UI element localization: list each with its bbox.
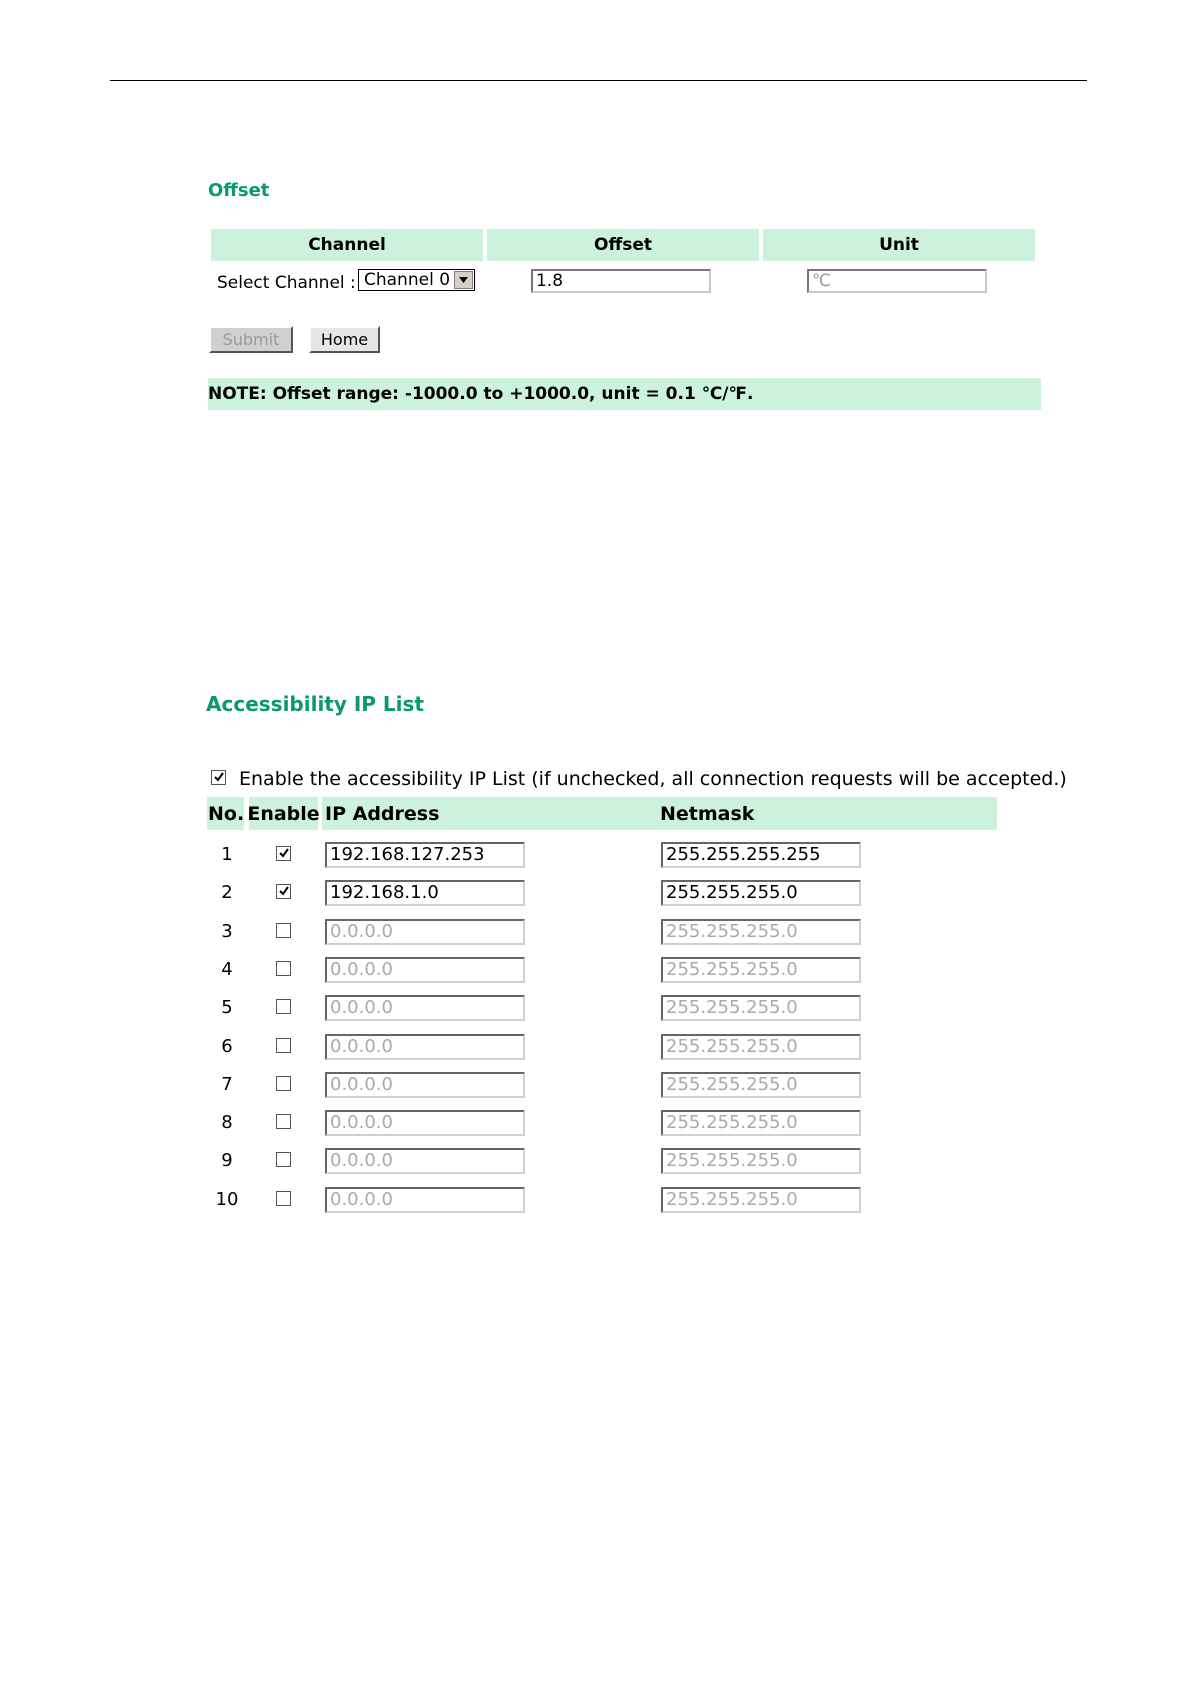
checkmark-icon [278,885,290,897]
accessibility-section-title: Accessibility IP List [206,692,424,716]
row-enable-checkbox[interactable] [276,961,291,976]
row-enable-checkbox[interactable] [276,999,291,1014]
enable-ip-list-label: Enable the accessibility IP List (if unchecked, all connection requests will be accepted.) [239,768,1067,790]
chevron-down-icon[interactable] [454,271,473,289]
row-enable-checkbox[interactable] [276,923,291,938]
row-netmask-input[interactable]: 255.255.255.0 [661,880,861,906]
row-netmask-input[interactable]: 255.255.255.0 [661,957,861,983]
row-ip-address-input[interactable]: 0.0.0.0 [325,995,525,1021]
offset-range-note: NOTE: Offset range: -1000.0 to +1000.0, unit = 0.1 ℃/℉. [208,378,1041,410]
row-number: 7 [221,1074,233,1095]
checkmark-icon [213,771,225,783]
row-ip-address-input[interactable]: 192.168.127.253 [325,842,525,868]
row-enable-checkbox[interactable] [276,1152,291,1167]
offset-section-title: Offset [208,180,270,201]
row-ip-address-input[interactable]: 0.0.0.0 [325,1110,525,1136]
page-top-rule [110,80,1087,81]
row-number: 4 [221,959,233,980]
row-netmask-input[interactable]: 255.255.255.255 [661,842,861,868]
row-netmask-input[interactable]: 255.255.255.0 [661,1072,861,1098]
row-number: 6 [221,1036,233,1057]
row-number: 8 [221,1112,233,1133]
row-enable-checkbox[interactable] [276,1114,291,1129]
checkmark-icon [278,847,290,859]
home-button[interactable]: Home [309,326,380,353]
row-ip-address-input[interactable]: 0.0.0.0 [325,919,525,945]
netmask-column-header: Netmask [657,797,997,830]
row-number: 3 [221,921,233,942]
enable-ip-list-checkbox[interactable] [211,770,226,785]
row-ip-address-input[interactable]: 0.0.0.0 [325,1187,525,1213]
row-enable-checkbox[interactable] [276,1038,291,1053]
unit-field: ℃ [807,269,987,293]
enable-column-header: Enable [249,797,318,830]
channel-select[interactable] [358,269,475,291]
row-enable-checkbox[interactable] [276,1191,291,1206]
ip-address-column-header: IP Address [322,797,658,830]
row-number: 9 [221,1150,233,1171]
row-enable-checkbox[interactable] [276,884,291,899]
unit-column-header: Unit [763,229,1035,261]
row-ip-address-input[interactable]: 0.0.0.0 [325,1148,525,1174]
select-channel-label: Select Channel : [217,273,356,293]
row-netmask-input[interactable]: 255.255.255.0 [661,1148,861,1174]
row-ip-address-input[interactable]: 192.168.1.0 [325,880,525,906]
row-ip-address-input[interactable]: 0.0.0.0 [325,957,525,983]
channel-column-header: Channel [211,229,483,261]
row-number: 1 [221,844,233,865]
no-column-header: No. [207,797,244,830]
offset-column-header: Offset [487,229,759,261]
row-ip-address-input[interactable]: 0.0.0.0 [325,1034,525,1060]
channel-select-value: Channel 0 [364,270,451,290]
row-enable-checkbox[interactable] [276,846,291,861]
row-number: 5 [221,997,233,1018]
row-netmask-input[interactable]: 255.255.255.0 [661,1110,861,1136]
row-netmask-input[interactable]: 255.255.255.0 [661,1034,861,1060]
offset-input[interactable]: 1.8 [531,269,711,293]
submit-button[interactable]: Submit [209,326,293,353]
row-netmask-input[interactable]: 255.255.255.0 [661,995,861,1021]
row-netmask-input[interactable]: 255.255.255.0 [661,1187,861,1213]
row-number: 2 [221,882,233,903]
row-enable-checkbox[interactable] [276,1076,291,1091]
row-ip-address-input[interactable]: 0.0.0.0 [325,1072,525,1098]
row-netmask-input[interactable]: 255.255.255.0 [661,919,861,945]
row-number: 10 [215,1189,239,1210]
